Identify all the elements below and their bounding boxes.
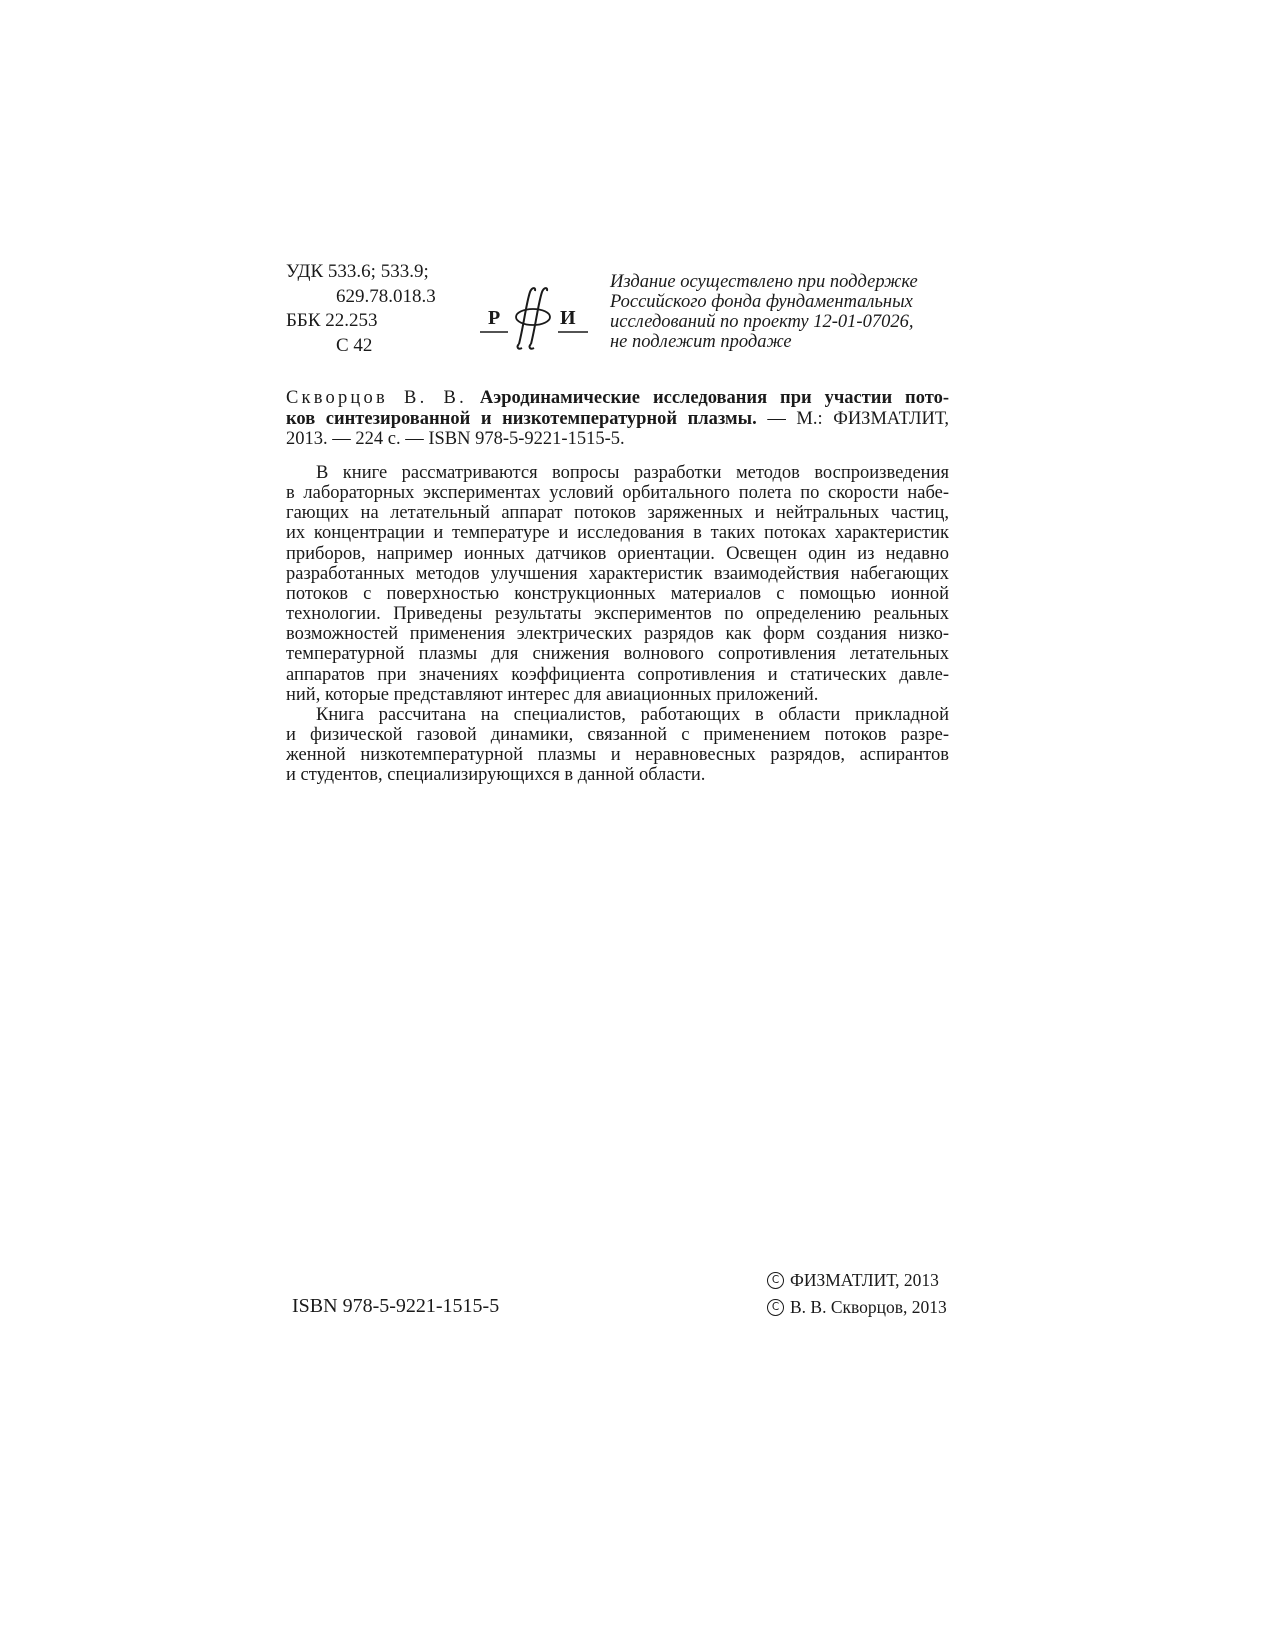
abstract-line: и студентов, специализирующихся в данной области. (286, 765, 706, 786)
author-name: Скворцов В. В. (286, 388, 467, 408)
author-mark: С 42 (336, 334, 373, 356)
biblio-line-2 (286, 409, 949, 430)
abstract-line: приборов, например ионных датчиков ориентации. Освещен один из недавно (286, 543, 949, 564)
abstract-line: Книга рассчитана на специалистов, работающих в области прикладной (316, 704, 949, 725)
publisher-info: — М.: ФИЗМАТЛИТ, (767, 408, 949, 429)
copyright-row (767, 1267, 951, 1294)
udk-value: 533.6; 533.9; (327, 261, 429, 282)
classification-codes (286, 260, 466, 358)
bbk-value: 22.253 (325, 310, 378, 331)
abstract-line: аппаратов при значениях коэффициента сопротивления и статических давле- (286, 664, 949, 685)
abstract-line: их концентрации и температуре и исследования в таких потоках характеристик (286, 523, 949, 544)
abstract-line: гающих на летательный аппарат потоков заряженных и нейтральных частиц, (286, 503, 949, 524)
grant-line: Российского фонда фундаментальных (610, 292, 913, 312)
logo-letter-left: Р (488, 307, 501, 329)
abstract-line: в лабораторных экспериментах условий орбитального полета по скорости набе- (286, 483, 949, 504)
udk-row-continued: 629.78.018.3 (336, 285, 436, 307)
copyright-icon: C (767, 1272, 784, 1289)
biblio-line-1 (286, 388, 949, 409)
book-title-part-1: Аэродинамические исследования при участии пото- (479, 388, 949, 408)
abstract-line: технологии. Приведены результаты экспериментов по определению реальных (286, 604, 949, 625)
abstract-line: температурной плазмы для снижения волнового сопротивления летательных (286, 644, 949, 665)
udk-label: УДК (286, 261, 324, 282)
abstract (286, 463, 949, 786)
abstract-line: В книге рассматриваются вопросы разработки методов воспроизведения (316, 463, 949, 483)
rffi-logo (478, 284, 596, 354)
abstract-line: и физической газовой динамики, связанной с применением потоков разре- (286, 725, 949, 746)
copyright-row (767, 1294, 951, 1321)
copyright-publisher: ФИЗМАТЛИТ, 2013 (790, 1270, 939, 1290)
bibliographic-entry (286, 388, 949, 450)
grant-line: не подлежит продаже (610, 332, 792, 352)
rffi-logo-icon (478, 284, 596, 354)
bbk-label: ББК (286, 310, 321, 331)
copyright-author: В. В. Скворцов, 2013 (790, 1297, 947, 1317)
bbk-row (286, 309, 466, 334)
biblio-line-3: 2013. — 224 с. — ISBN 978-5-9221-1515-5. (286, 429, 625, 449)
grant-line: исследований по проекту 12-01-07026, (610, 312, 914, 332)
logo-letter-right: И (560, 307, 576, 329)
copyright-icon: C (767, 1299, 784, 1316)
abstract-line: возможностей применения электрических разрядов как форм создания низко- (286, 624, 949, 645)
abstract-line: ний, которые представляют интерес для авиационных приложений. (286, 684, 819, 705)
book-title-part-2: ков синтезированной и низкотемпературной плазмы. (286, 408, 757, 429)
isbn-footer: ISBN 978-5-9221-1515-5 (292, 1295, 500, 1317)
abstract-line: потоков с поверхностью конструкционных материалов с помощью ионной (286, 583, 949, 604)
grant-note (610, 272, 950, 352)
abstract-line: разработанных методов улучшения характеристик взаимодействия набегающих (286, 563, 949, 584)
abstract-line: женной низкотемпературной плазмы и неравновесных разрядов, аспирантов (286, 745, 949, 766)
copyright-block (767, 1267, 951, 1321)
udk-row (286, 260, 466, 285)
grant-line: Издание осуществлено при поддержке (610, 272, 918, 292)
